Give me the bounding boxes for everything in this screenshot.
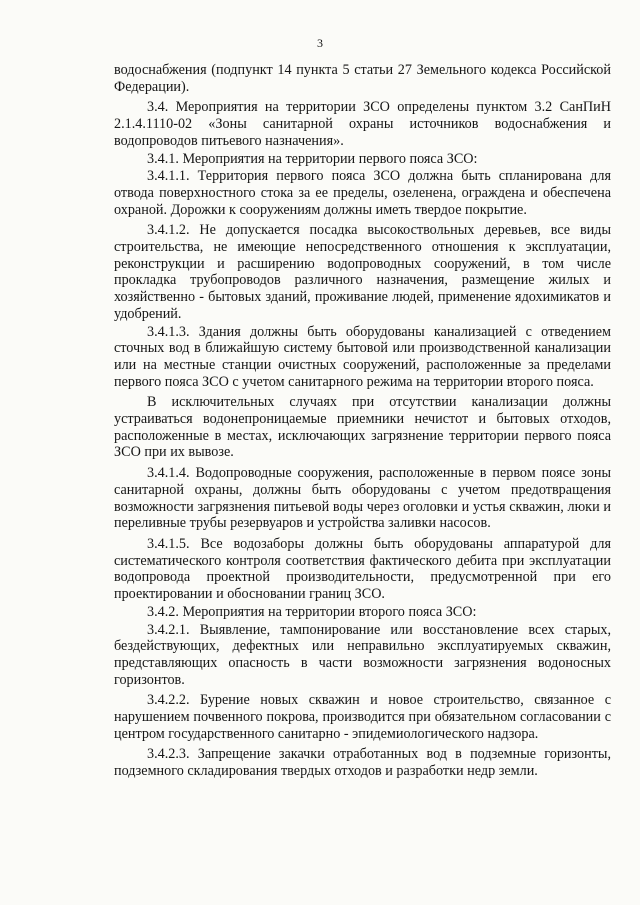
- paragraph-3-4: 3.4. Мероприятия на территории ЗСО определены пунктом 3.2 СанПиН 2.1.4.1110-02 «Зоны санитарной охраны источников водоснабжения и водопроводов питьевого назначения».: [114, 99, 611, 149]
- paragraph-3-4-1-2: 3.4.1.2. Не допускается посадка высокоствольных деревьев, все виды строительства, не имеющие непосредственного отношения к эксплуатации, реконструкции и расширению водопроводных сооружений, в том числе прокладка трубопроводов различного назначения, размещение жилых и хозяйственно - бытовых зданий, проживание людей, применение ядохимикатов и удобрений.: [114, 222, 611, 322]
- paragraph-3-4-1-1: 3.4.1.1. Территория первого пояса ЗСО должна быть спланирована для отвода поверхностного стока за ее пределы, озеленена, ограждена и обеспечена охраной. Дорожки к сооружениям должны иметь твердое покрытие.: [114, 168, 611, 218]
- body-text: [114, 62, 611, 784]
- paragraph-continuation: водоснабжения (подпункт 14 пункта 5 статьи 27 Земельного кодекса Российской Федерации).: [114, 62, 611, 95]
- paragraph-3-4-1-5: 3.4.1.5. Все водозаборы должны быть оборудованы аппаратурой для систематического контроля соответствия фактического дебита при эксплуатации водопровода проектной производительности, предусмотренной при его проектировании и обосновании границ ЗСО.: [114, 535, 611, 603]
- paragraph-3-4-2-1: 3.4.2.1. Выявление, тампонирование или восстановление всех старых, бездействующих, дефектных или неправильно эксплуатируемых скважин, представляющих опасность в части возможности загрязнения водоносных горизонтов.: [114, 621, 611, 688]
- paragraph-3-4-2-2: 3.4.2.2. Бурение новых скважин и новое строительство, связанное с нарушением почвенного покрова, производится при обязательном согласовании с центром государственного санитарно - эпидемиологического надзора.: [114, 692, 611, 742]
- paragraph-exceptional-cases: В исключительных случаях при отсутствии канализации должны устраиваться водонепроницаемые приемники нечистот и бытовых отходов, расположенные в местах, исключающих загрязнение территории первого пояса ЗСО при их вывозе.: [114, 394, 611, 461]
- paragraph-3-4-2-3: 3.4.2.3. Запрещение закачки отработанных вод в подземные горизонты, подземного складирования твердых отходов и разработки недр земли.: [114, 746, 611, 780]
- paragraph-3-4-1-4: 3.4.1.4. Водопроводные сооружения, расположенные в первом поясе зоны санитарной охраны, должны быть оборудованы с учетом предотвращения возможности загрязнения питьевой воды через оголовки и устья скважин, люки и переливные трубы резервуаров и устройства заливки насосов.: [114, 465, 611, 532]
- page-number: 3: [317, 36, 323, 50]
- paragraph-3-4-1: 3.4.1. Мероприятия на территории первого пояса ЗСО:: [147, 150, 478, 167]
- paragraph-3-4-1-3: 3.4.1.3. Здания должны быть оборудованы канализацией с отведением сточных вод в ближайшую систему бытовой или производственной канализации или на местные станции очистных сооружений, расположенные за пределами первого пояса ЗСО с учетом санитарного режима на территории второго пояса.: [114, 323, 611, 390]
- paragraph-3-4-2: 3.4.2. Мероприятия на территории второго пояса ЗСО:: [147, 603, 477, 620]
